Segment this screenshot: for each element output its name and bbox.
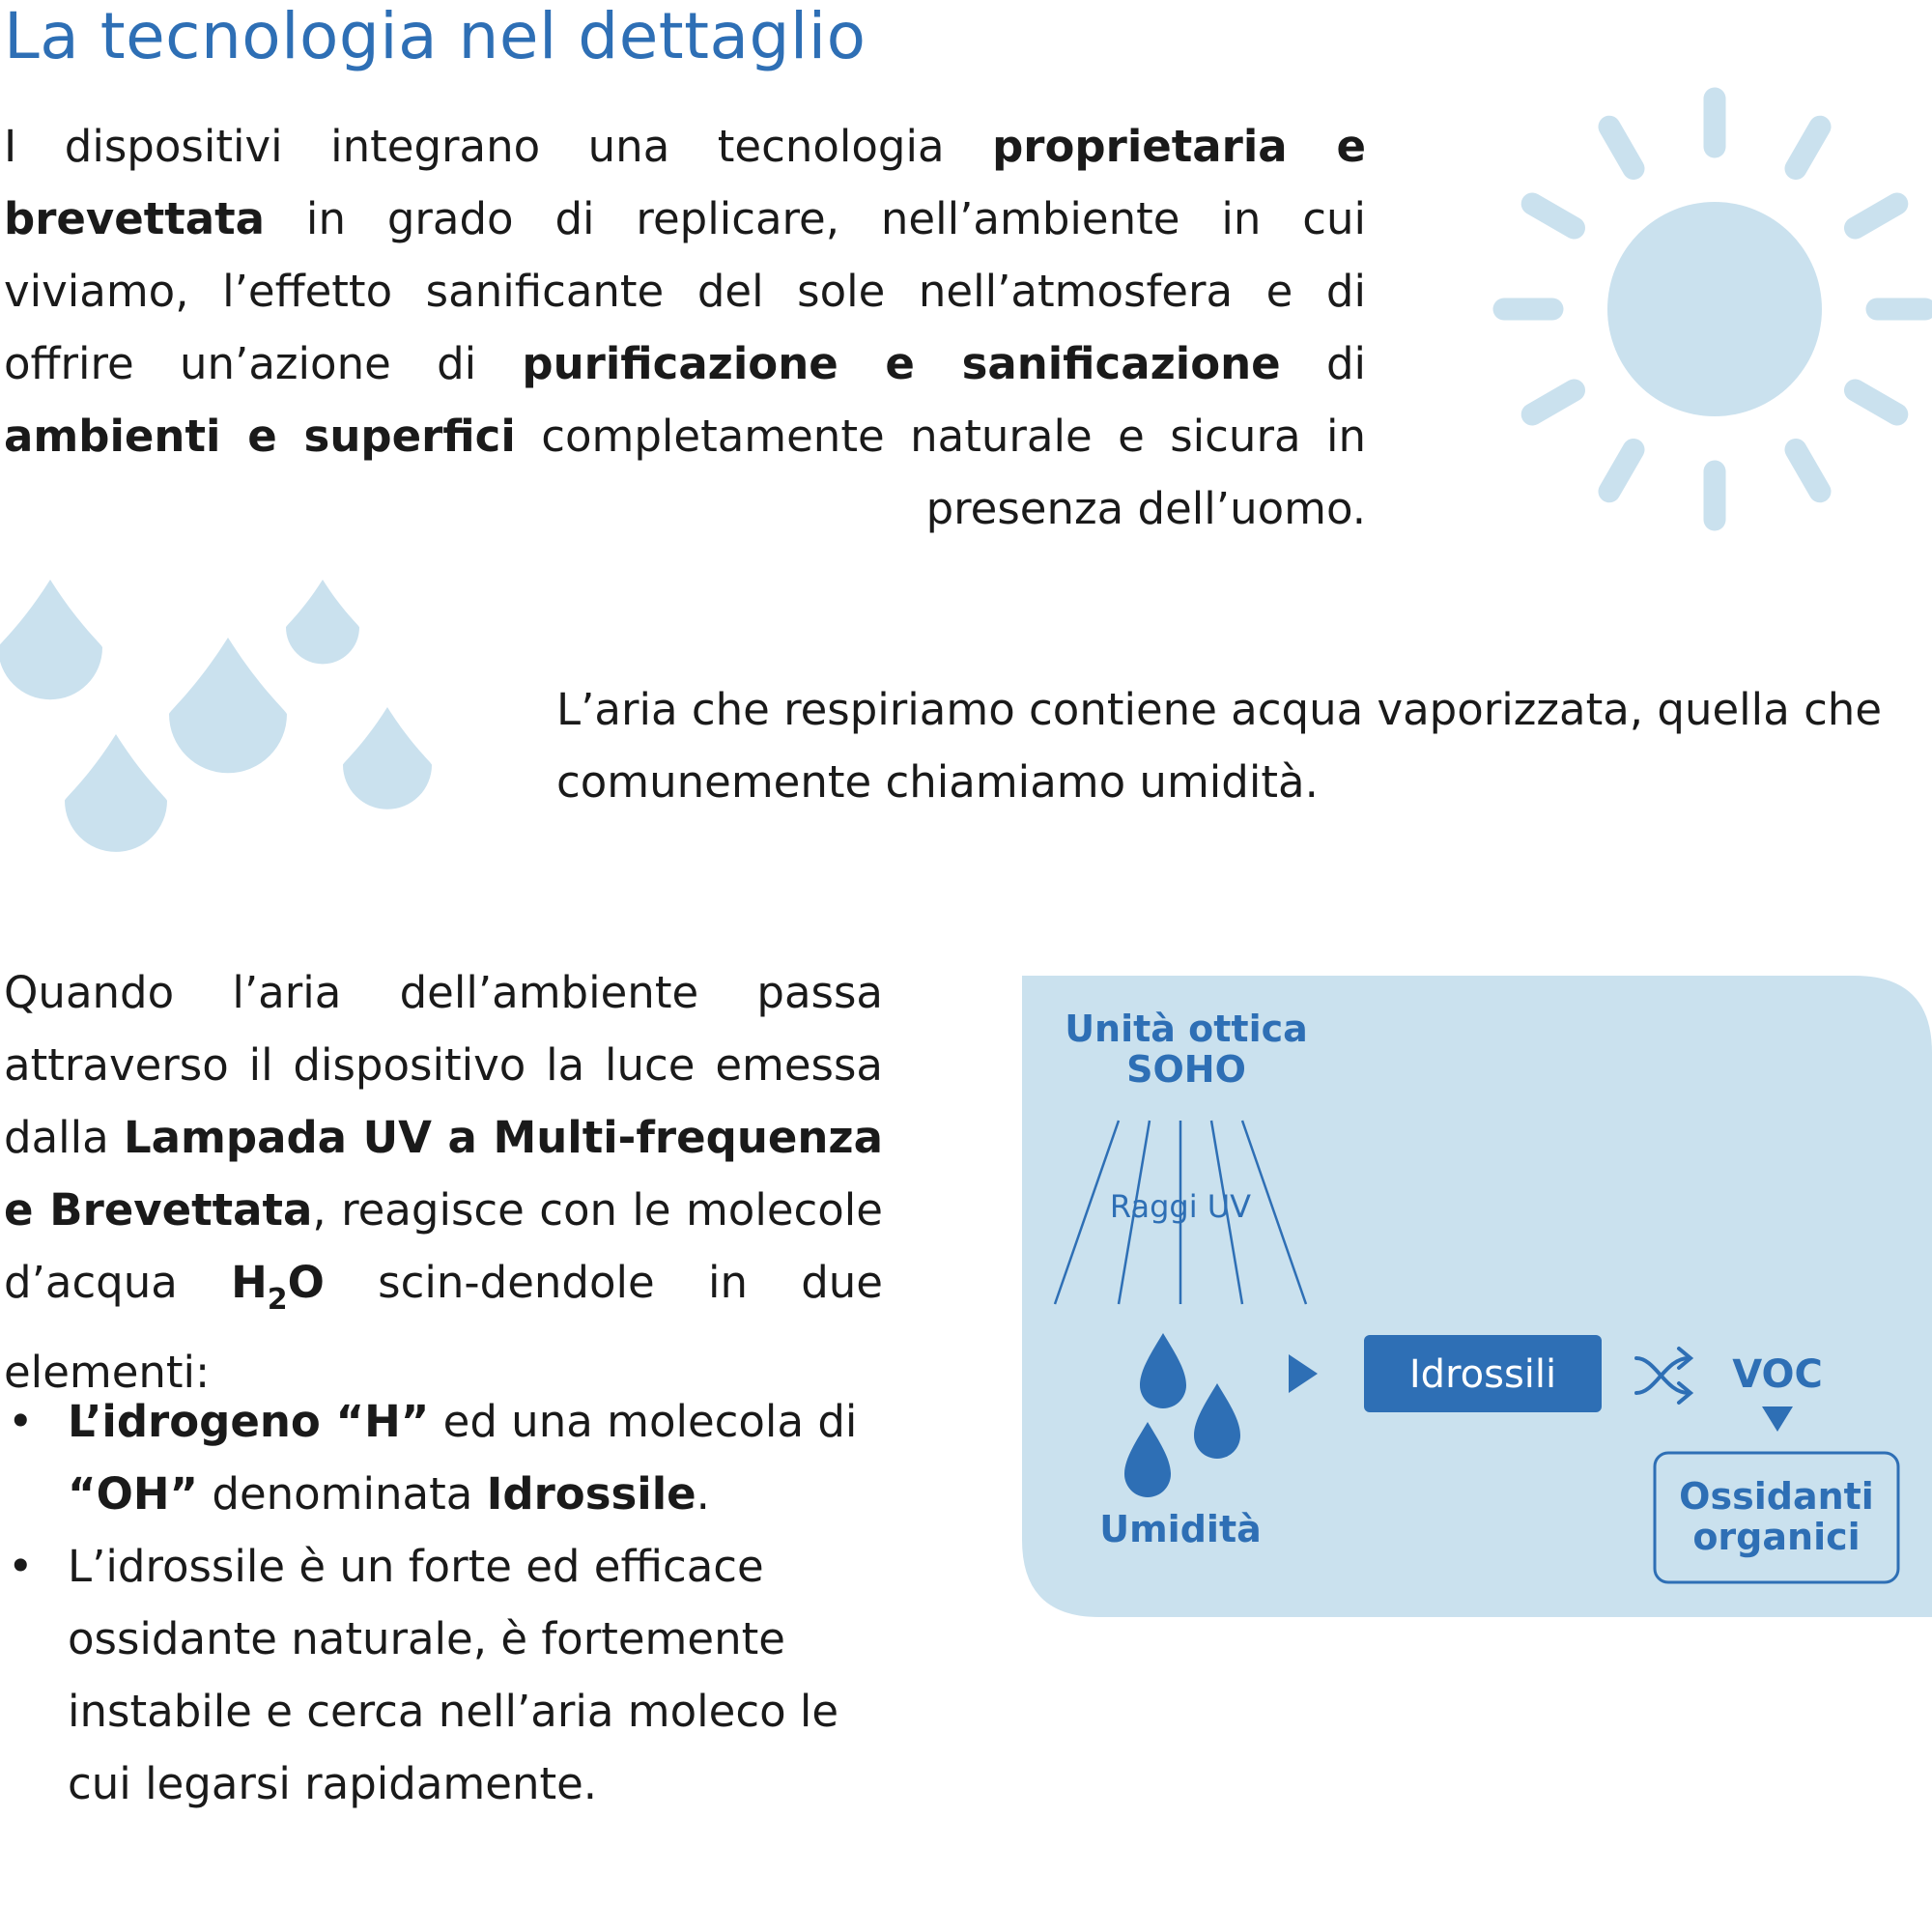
organic-oxidants-label-line1: Ossidanti bbox=[1679, 1475, 1874, 1518]
optical-unit-label-line2: SOHO bbox=[1126, 1048, 1246, 1091]
sun-ray bbox=[1532, 390, 1574, 414]
bullet-list bbox=[4, 1385, 893, 1820]
bullet-item-hydrogen bbox=[4, 1385, 893, 1530]
bullet-bold: “OH” bbox=[68, 1468, 199, 1520]
intro-paragraph bbox=[4, 110, 1366, 545]
bullet-dot: • bbox=[8, 1396, 34, 1447]
water-formula-subscript: 2 bbox=[267, 1283, 288, 1317]
sun-ray bbox=[1796, 449, 1820, 491]
intro-bold-1: proprietaria e brevettata bbox=[4, 121, 1367, 244]
water-drops-icon bbox=[0, 570, 444, 898]
humidity-label: Umidità bbox=[1099, 1508, 1262, 1550]
intro-text-1: I dispositivi integrano una tecnologia bbox=[4, 121, 993, 172]
sun-ray bbox=[1796, 127, 1820, 168]
water-drop bbox=[65, 734, 167, 852]
voc-label: VOC bbox=[1732, 1352, 1823, 1397]
bullet-bold: Idrossile bbox=[486, 1468, 696, 1520]
humidity-paragraph: L’aria che respiriamo contiene acqua vaporizzata, quella che comunemente chiamiamo umidità. bbox=[556, 684, 1883, 808]
optical-unit-label-line1: Unità ottica bbox=[1065, 1008, 1308, 1050]
intro-bold-2: purificazione e sanificazione bbox=[522, 338, 1281, 389]
sun-ray bbox=[1855, 204, 1896, 228]
process-text-3: scin-dendole in due elementi: bbox=[4, 1257, 883, 1398]
uv-rays-label: Raggi UV bbox=[1109, 1188, 1252, 1225]
page-title: La tecnologia nel dettaglio bbox=[4, 0, 867, 73]
bullet-text: L’idrossile è un forte ed efficace ossidante naturale, è fortemente instabile e cerca nell’aria moleco le cui legarsi rapidamente. bbox=[68, 1541, 839, 1809]
bullet-item-hydroxyl bbox=[4, 1530, 893, 1820]
intro-bold-3: ambienti e superfici bbox=[4, 411, 516, 462]
sun-ray bbox=[1532, 204, 1574, 228]
process-bold-1: Lampada UV a Multi-frequenza e Brevettata bbox=[4, 1112, 883, 1236]
bullet-bold: L’idrogeno “H” bbox=[68, 1396, 430, 1447]
process-diagram bbox=[1022, 976, 1932, 1617]
process-text-1: Quando l’aria dell’ambiente passa attraverso il dispositivo la luce emessa dalla bbox=[4, 967, 883, 1163]
water-drop bbox=[343, 707, 432, 810]
water-drop bbox=[0, 580, 102, 699]
water-formula-h: H bbox=[231, 1257, 268, 1308]
sun-ray bbox=[1609, 449, 1634, 491]
sun-ray bbox=[1855, 390, 1896, 414]
bullet-text: ed una molecola di bbox=[429, 1396, 858, 1447]
organic-oxidants-label-line2: organici bbox=[1692, 1516, 1861, 1558]
process-paragraph bbox=[4, 956, 883, 1408]
bullet-dot: • bbox=[8, 1541, 34, 1592]
intro-text-3: di bbox=[1280, 338, 1367, 389]
sun-ray bbox=[1609, 127, 1634, 168]
hydroxyl-label: Idrossili bbox=[1408, 1352, 1557, 1397]
water-drop bbox=[169, 638, 287, 773]
process-text-2: , reagisce con le molecole d’acqua bbox=[4, 1184, 883, 1308]
intro-text-4: completamente naturale e sicura in presenza dell’uomo. bbox=[515, 411, 1367, 534]
water-formula-o: O bbox=[287, 1257, 325, 1308]
water-drop bbox=[286, 580, 359, 664]
intro-text-2: in grado di replicare, nell’ambiente in cui viviamo, l’effetto sanificante del sole nell’atmosfera e di offrire un’azione di bbox=[4, 193, 1366, 389]
bullet-text: denominata bbox=[198, 1468, 487, 1520]
sun-icon bbox=[1492, 87, 1932, 531]
bullet-text: . bbox=[696, 1468, 710, 1520]
